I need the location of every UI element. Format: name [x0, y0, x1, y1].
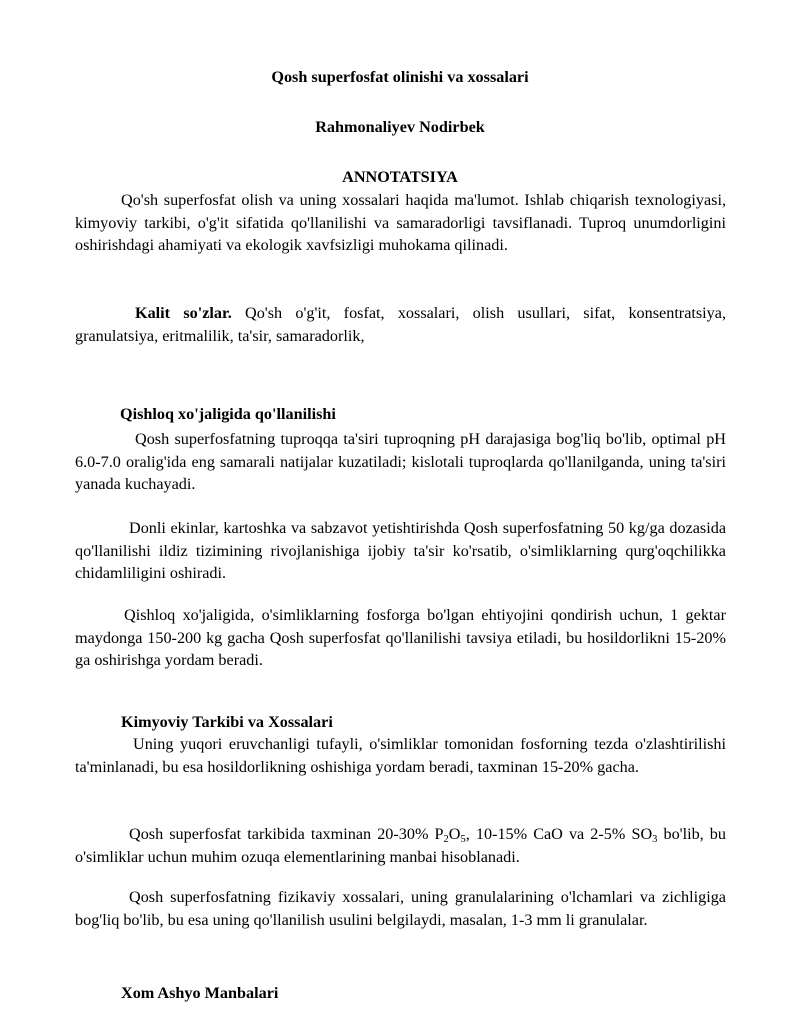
paragraph-text: Qishloq xo'jaligida, o'simliklarning fosforga bo'lgan ehtiyojini qondirish uchun, 1 gektar maydonga 150-200 kg gacha Qosh superfosfat qo'llanilishi tavsiya etiladi, bu hosildorlikni 15-20% ga oshirishga yordam beradi. [75, 606, 726, 669]
chemistry-paragraph-3 [75, 886, 726, 931]
section-heading-raw-materials: Xom Ashyo Manbalari [121, 984, 279, 1002]
agriculture-paragraph-1 [75, 428, 726, 496]
paragraph-text: Qosh superfosfatning tuproqqa ta'siri tuproqning pH darajasiga bog'liq bo'lib, optimal pH 6.0-7.0 oralig'ida eng samarali natijalar kuzatiladi; kislotali tuproqlarda qo'llanilganda, uning ta'siri yanada kuchayadi. [75, 430, 726, 493]
keywords-label: Kalit so'zlar. [135, 304, 232, 322]
paragraph-text: Uning yuqori eruvchanligi tufayli, o'simliklar tomonidan fosforning tezda o'zlashtirilishi ta'minlanadi, bu esa hosildorlikning oshishiga yordam beradi, taxminan 15-20% gacha. [75, 735, 726, 776]
subscript: 2 [443, 834, 449, 845]
section-heading-agriculture: Qishloq xo'jaligida qo'llanilishi [120, 405, 336, 423]
abstract-text: Qo'sh superfosfat olish va uning xossalari haqida ma'lumot. Ishlab chiqarish texnologiyasi, kimyoviy tarkibi, o'g'it sifatida qo'llanilishi va samaradorligi tavsiflanadi. Tuproq unumdorligini oshirishdagi ahamiyati va ekologik xavfsizligi muhokama qilinadi. [75, 191, 726, 254]
paragraph-text: Qosh superfosfatning fizikaviy xossalari, uning granulalarining o'lchamlari va zichligiga bog'liq bo'lib, bu esa uning qo'llanilish usulini belgilaydi, masalan, 1-3 mm li granulalar. [75, 888, 726, 929]
agriculture-paragraph-2 [75, 517, 726, 585]
abstract-heading: ANNOTATSIYA [342, 168, 458, 186]
keywords-text: Qo'sh o'g'it, fosfat, xossalari, olish usullari, sifat, konsentratsiya, granulatsiya, eritmalilik, ta'sir, samaradorlik, [75, 304, 727, 345]
paragraph-text: , 10-15% CaO va 2-5% SO [465, 825, 653, 843]
document-title: Qosh superfosfat olinishi va xossalari [271, 68, 529, 86]
paragraph-text: O [448, 825, 461, 843]
paragraph-text: Qosh superfosfat tarkibida taxminan 20-30% P [129, 825, 444, 843]
paragraph-text: Donli ekinlar, kartoshka va sabzavot yetishtirishda Qosh superfosfatning 50 kg/ga dozasida qo'llanilishi ildiz tizimining rivojlanishiga ijobiy ta'sir ko'rsatib, o'simliklarning qurg'oqchilikka chidamliligini oshiradi. [75, 519, 726, 582]
paragraph-text: bo'lib, bu o'simliklar uchun muhim ozuqa elementlarining manbai hisoblanadi. [75, 825, 726, 866]
keywords-paragraph [75, 302, 726, 347]
chemistry-paragraph-2 [75, 823, 726, 868]
agriculture-paragraph-3 [75, 604, 726, 672]
abstract-paragraph [75, 189, 726, 257]
section-heading-chemistry: Kimyoviy Tarkibi va Xossalari [121, 713, 333, 731]
document-author: Rahmonaliyev Nodirbek [315, 118, 485, 136]
subscript: 5 [460, 834, 466, 845]
subscript: 3 [652, 834, 658, 845]
chemistry-paragraph-1 [75, 733, 726, 778]
